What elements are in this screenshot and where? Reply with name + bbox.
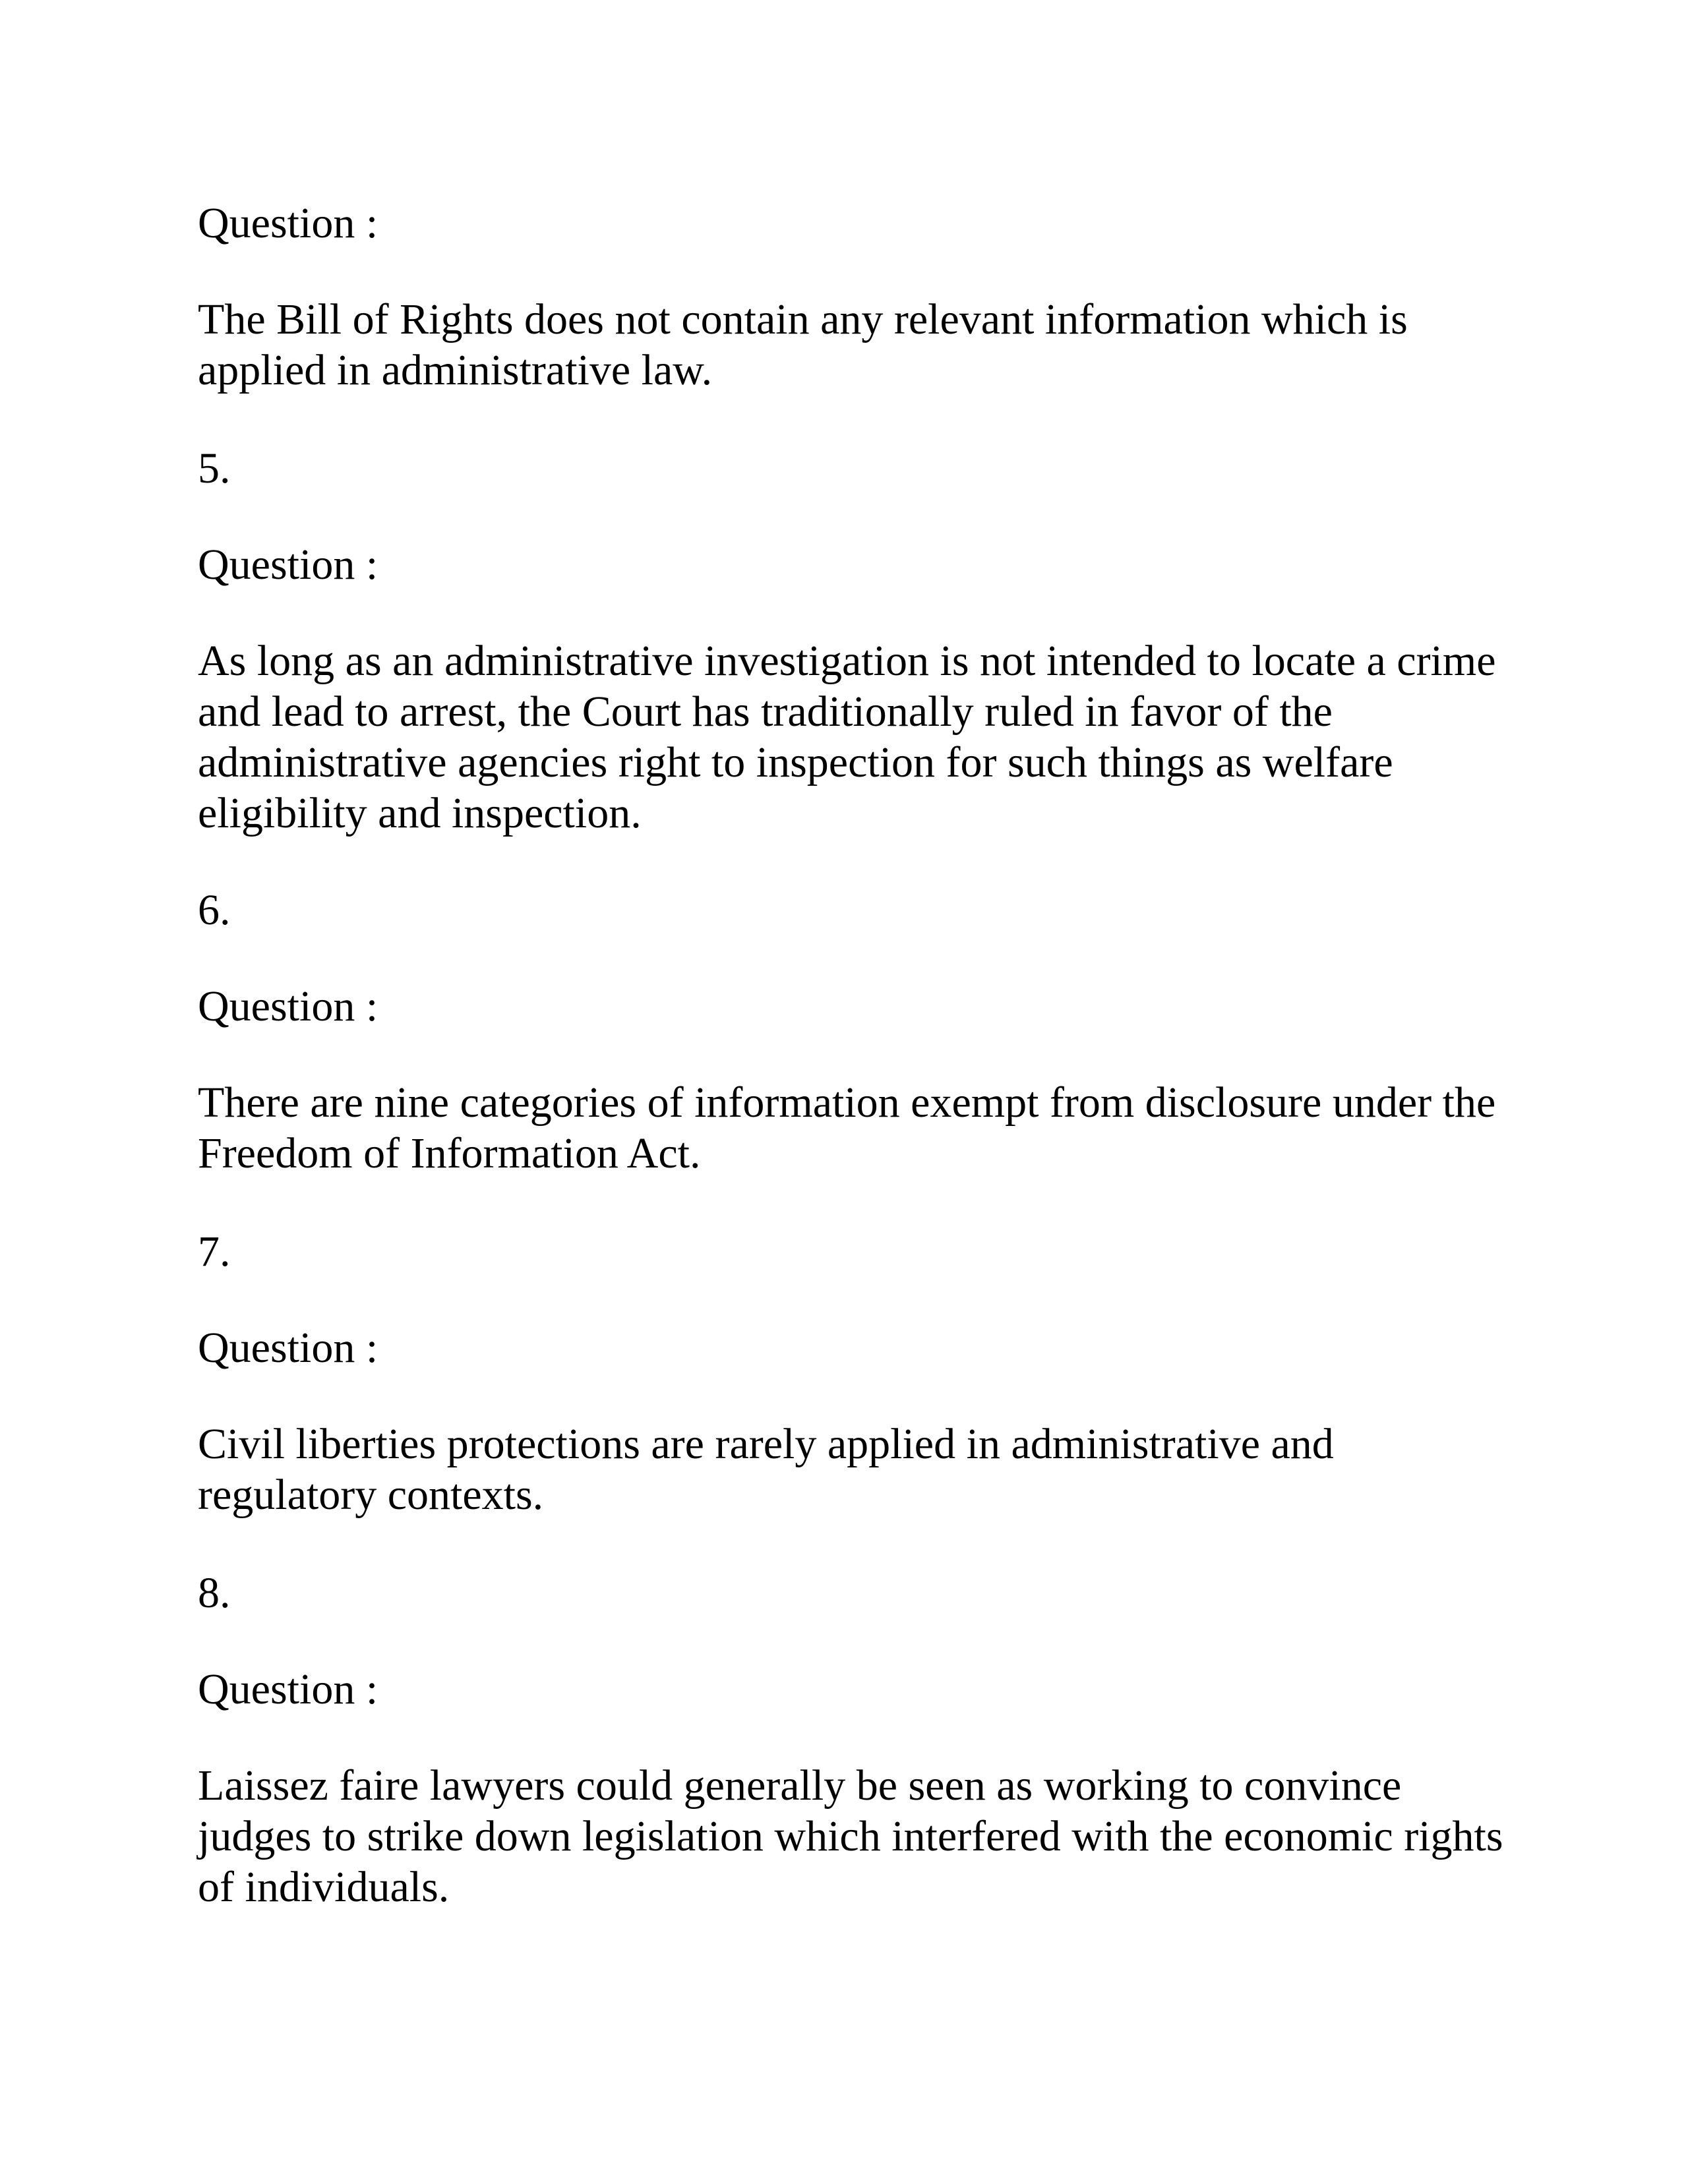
question-text: Civil liberties protections are rarely applied in administrative and regulatory contexts. [198, 1420, 1334, 1519]
question-number: 8. [198, 1569, 231, 1617]
question-label: Question : [198, 541, 378, 589]
question-label: Question : [198, 199, 378, 247]
question-text: The Bill of Rights does not contain any relevant information which is applied in administrative law. [198, 295, 1408, 394]
question-label: Question : [198, 982, 378, 1030]
question-text: Laissez faire lawyers could generally be seen as working to convince judges to strike down legislation which interfered with the economic rights of individuals. [198, 1761, 1503, 1911]
question-label: Question : [198, 1665, 378, 1713]
question-label: Question : [198, 1324, 378, 1372]
question-number: 6. [198, 886, 231, 934]
question-text: There are nine categories of information exempt from disclosure under the Freedom of Information Act. [198, 1078, 1496, 1177]
question-text: As long as an administrative investigation is not intended to locate a crime and lead to arrest, the Court has traditionally ruled in favor of the administrative agencies right to inspection for such things as welfare eligibility and inspection. [198, 637, 1496, 837]
question-number: 5. [198, 444, 231, 492]
question-number: 7. [198, 1227, 231, 1276]
